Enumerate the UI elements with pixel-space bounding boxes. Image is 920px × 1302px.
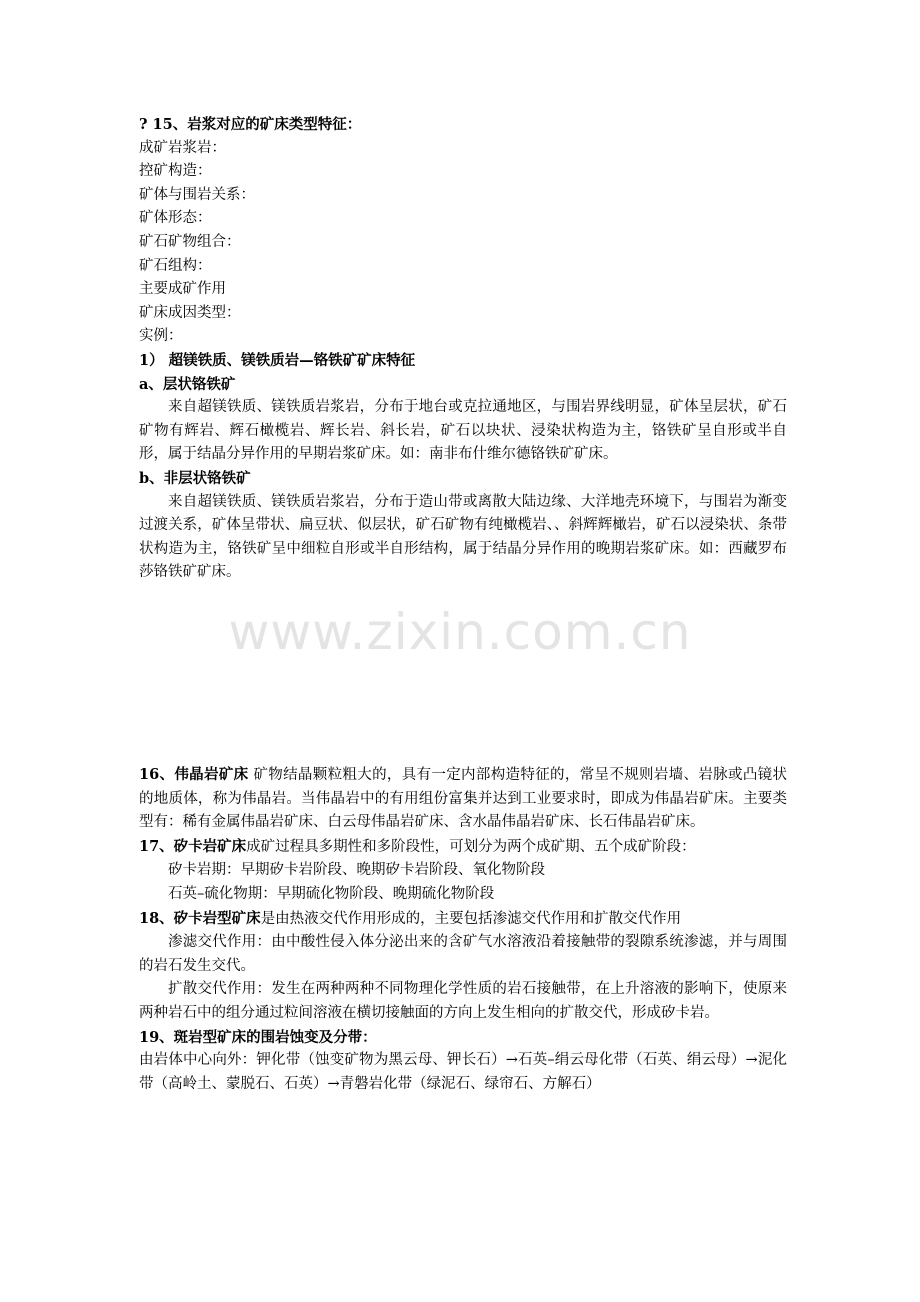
section-16: [139, 763, 787, 835]
section-19-text: 由岩体中心向外：钾化带（蚀变矿物为黑云母、钾长石）→石英–绢云母化带（石英、绢云母）→泥化带（高岭土、蒙脱石、石英）→青磐岩化带（绿泥石、绿帘石、方解石）: [139, 1052, 787, 1092]
watermark: www.zixin.com.cn: [228, 603, 692, 661]
subsection-b-title: b、非层状铬铁矿: [139, 469, 251, 487]
sections-16-19: [139, 763, 787, 1096]
section-18-diffusion-paragraph: 扩散交代作用：发生在两种两种不同物理化学性质的岩石接触带，在上升溶液的影响下，使原来两种岩石中的组分通过粒间溶液在横切接触面的方向上发生相向的扩散交代，形成矽卡岩。: [139, 981, 787, 1021]
subsection-a-title: a、层状铬铁矿: [139, 375, 236, 393]
section-19-title: 19、斑岩型矿床的围岩蚀变及分带：: [139, 1028, 377, 1046]
field-ore-magmatic-rock: 成矿岩浆岩：: [139, 139, 226, 156]
subsection-1-title: 1） 超镁铁质、镁铁质岩—铬铁矿矿床特征: [139, 351, 416, 369]
section-18: [139, 907, 787, 932]
section-18-title: 18、矽卡岩型矿床: [139, 909, 261, 927]
section-18-text: 是由热液交代作用形成的，主要包括渗滤交代作用和扩散交代作用: [260, 910, 682, 927]
subsection-a-paragraph: 来自超镁铁质、镁铁质岩浆岩，分布于地台或克拉通地区，与围岩界线明显，矿体呈层状，矿石矿物有辉岩、辉石橄榄岩、辉长岩、斜长岩，矿石以块状、浸染状构造为主，铬铁矿呈自形或半自形，属于结晶分异作用的早期岩浆矿床。如：南非布什维尔德铬铁矿矿床。: [139, 399, 787, 463]
section-15-title: ? 15、岩浆对应的矿床类型特征：: [139, 116, 362, 133]
section-17: [139, 835, 787, 860]
subsection-b-paragraph: 来自超镁铁质、镁铁质岩浆岩，分布于造山带或离散大陆边缘、大洋地壳环境下，与围岩为渐变过渡关系，矿体呈带状、扁豆状、似层状，矿石矿物有纯橄榄岩、、斜辉辉橄岩，矿石以浸染状、条带状构造为主，铬铁矿呈中细粒自形或半自形结构，属于结晶分异作用的晚期岩浆矿床。如：西藏罗布莎铬铁矿矿床。: [139, 493, 787, 581]
section-17-title: 17、矽卡岩矿床: [139, 837, 247, 855]
field-main-mineralization: 主要成矿作用: [139, 281, 226, 298]
section-16-title: 16、伟晶岩矿床: [139, 766, 249, 783]
field-ore-control-structure: 控矿构造：: [139, 163, 212, 180]
field-genetic-type: 矿床成因类型：: [139, 304, 241, 321]
section-18-infiltration-paragraph: 渗滤交代作用：由中酸性侵入体分泌出来的含矿气水溶液沿着接触带的裂隙系统渗滤，并与周围的岩石发生交代。: [139, 934, 787, 974]
section-17-sulfide-stage: 石英–硫化物期：早期硫化物阶段、晚期硫化物阶段: [168, 885, 495, 902]
section-16-text: 矿物结晶颗粒粗大的，具有一定内部构造特征的，常呈不规则岩墙、岩脉或凸镜状的地质体，称为伟晶岩。当伟晶岩中的有用组份富集并达到工业要求时，即成为伟晶岩矿床。主要类型有：稀有金属伟晶岩矿床、白云母伟晶岩矿床、含水晶伟晶岩矿床、长石伟晶岩矿床。: [139, 767, 787, 831]
field-ore-mineral-assemblage: 矿石矿物组合：: [139, 233, 241, 250]
field-example: 实例：: [139, 328, 183, 345]
field-orebody-wallrock-relation: 矿体与围岩关系：: [139, 186, 255, 203]
section-17-skarn-stage: 矽卡岩期：早期矽卡岩阶段、晚期矽卡岩阶段、氧化物阶段: [168, 862, 545, 879]
field-ore-texture: 矿石组构：: [139, 257, 212, 274]
field-orebody-shape: 矿体形态：: [139, 210, 212, 227]
section-15: [139, 113, 787, 585]
section-17-text: 成矿过程具多期性和多阶段性，可划分为两个成矿期、五个成矿阶段：: [246, 838, 696, 855]
